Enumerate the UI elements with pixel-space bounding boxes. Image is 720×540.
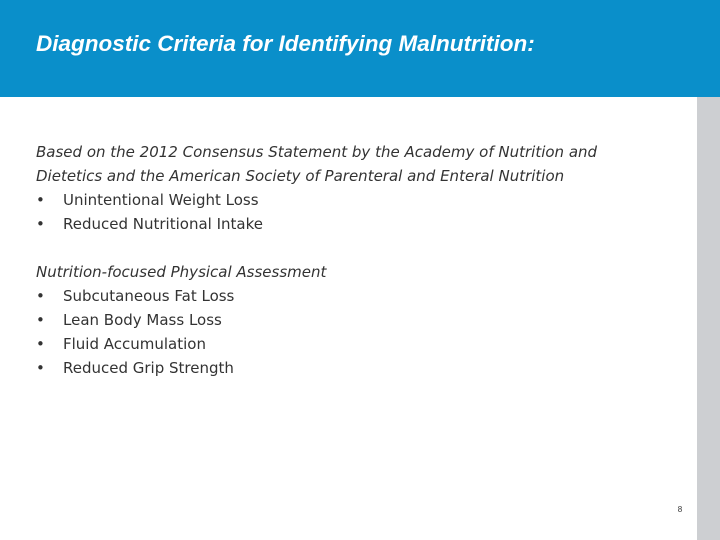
list-item-text: Subcutaneous Fat Loss <box>63 287 235 305</box>
list-item-text: Fluid Accumulation <box>63 335 206 353</box>
header-bar <box>0 0 720 97</box>
list-item-text: Reduced Nutritional Intake <box>63 215 263 233</box>
bullet-icon: • <box>36 311 45 329</box>
list-item <box>36 188 626 212</box>
side-accent-strip <box>697 97 720 540</box>
assessment-bullet-list <box>36 284 626 380</box>
bullet-icon: • <box>36 335 45 353</box>
assessment-section <box>36 260 626 380</box>
list-item <box>36 212 626 236</box>
bullet-icon: • <box>36 287 45 305</box>
list-item-text: Unintentional Weight Loss <box>63 191 259 209</box>
list-item <box>36 356 626 380</box>
list-item <box>36 332 626 356</box>
consensus-statement-intro: Based on the 2012 Consensus Statement by the Academy of Nutrition and Dietetics and the American Society of Parenteral and Enteral Nutrition <box>36 143 598 185</box>
assessment-intro: Nutrition-focused Physical Assessment <box>36 263 327 281</box>
criteria-bullet-list <box>36 188 626 236</box>
list-item-text: Lean Body Mass Loss <box>63 311 222 329</box>
bullet-icon: • <box>36 215 45 233</box>
list-item-text: Reduced Grip Strength <box>63 359 234 377</box>
bullet-icon: • <box>36 191 45 209</box>
bullet-icon: • <box>36 359 45 377</box>
list-item <box>36 308 626 332</box>
criteria-section <box>36 140 626 236</box>
page-number: 8 <box>677 505 683 514</box>
slide-title: Diagnostic Criteria for Identifying Malnutrition: <box>36 31 535 56</box>
slide-content <box>36 140 626 380</box>
list-item <box>36 284 626 308</box>
